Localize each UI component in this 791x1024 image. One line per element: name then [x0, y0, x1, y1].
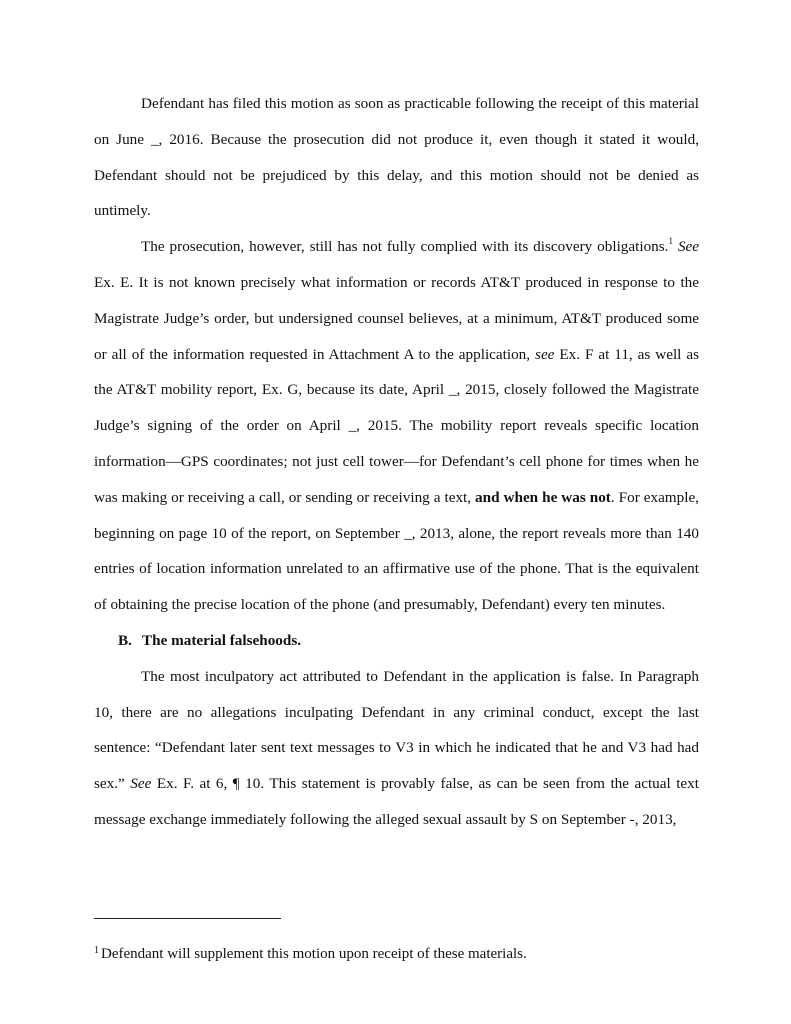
- paragraph-timeliness: [94, 86, 699, 229]
- citation-signal: see: [535, 345, 555, 363]
- paragraph-text: The most inculpatory act attributed to Defendant in the application is false. In Paragraph 10, there are no allegations inculpating Defendant in any criminal conduct, except the last sentence: “Defendant later sent text messages to V3 in which he indicated that he and V3 had had sex.”: [94, 667, 699, 793]
- section-heading: [94, 623, 699, 659]
- footnote-text: Defendant will supplement this motion upon receipt of these materials.: [101, 946, 527, 962]
- emphasized-text: and when he was not: [475, 488, 611, 506]
- footnote-divider: [94, 918, 281, 919]
- paragraph-text: Ex. F. at 6, ¶ 10. This statement is provably false, as can be seen from the actual text message exchange immediately following the alleged sexual assault by S on September -, 2013,: [94, 775, 699, 828]
- footnote: [94, 944, 699, 964]
- paragraph-text: The prosecution, however, still has not fully complied with its discovery obligations.: [141, 238, 669, 256]
- citation-signal: See: [130, 775, 152, 793]
- paragraph-text: Ex. F at 11, as well as the AT&T mobility report, Ex. G, because its date, April _, 2015, closely followed the Magistrate Judge’s signing of the order on April _, 2015. The mobility report reveals specific location information—GPS coordinates; not just cell tower—for Defendant’s cell phone for times when he was making or receiving a call, or sending or receiving a text,: [94, 345, 699, 506]
- footnote-reference: 1: [668, 236, 673, 247]
- footnote-marker: 1: [94, 945, 99, 956]
- paragraph-text: Ex. E. It is not known precisely what information or records AT&T produced in response to the Magistrate Judge’s order, but undersigned counsel believes, at a minimum, AT&T produced some or all of the information requested in Attachment A to the application,: [94, 273, 699, 363]
- document-body: [94, 86, 699, 838]
- citation-signal: See: [677, 238, 700, 256]
- paragraph-falsehoods: [94, 659, 699, 838]
- section-title: The material falsehoods.: [142, 631, 302, 649]
- paragraph-text: Defendant has filed this motion as soon as practicable following the receipt of this material on June _, 2016. Because the prosecution did not produce it, even though it stated it would, Defendant should not be prejudiced by this delay, and this motion should not be denied as untimely.: [94, 95, 699, 220]
- paragraph-text: . For example, beginning on page 10 of the report, on September _, 2013, alone, the report reveals more than 140 entries of location information unrelated to an affirmative use of the phone. That is the equivalent of obtaining the precise location of the phone (and presumably, Defendant) every ten minutes.: [94, 488, 699, 614]
- paragraph-discovery: [94, 229, 699, 623]
- section-number: B.: [118, 631, 132, 649]
